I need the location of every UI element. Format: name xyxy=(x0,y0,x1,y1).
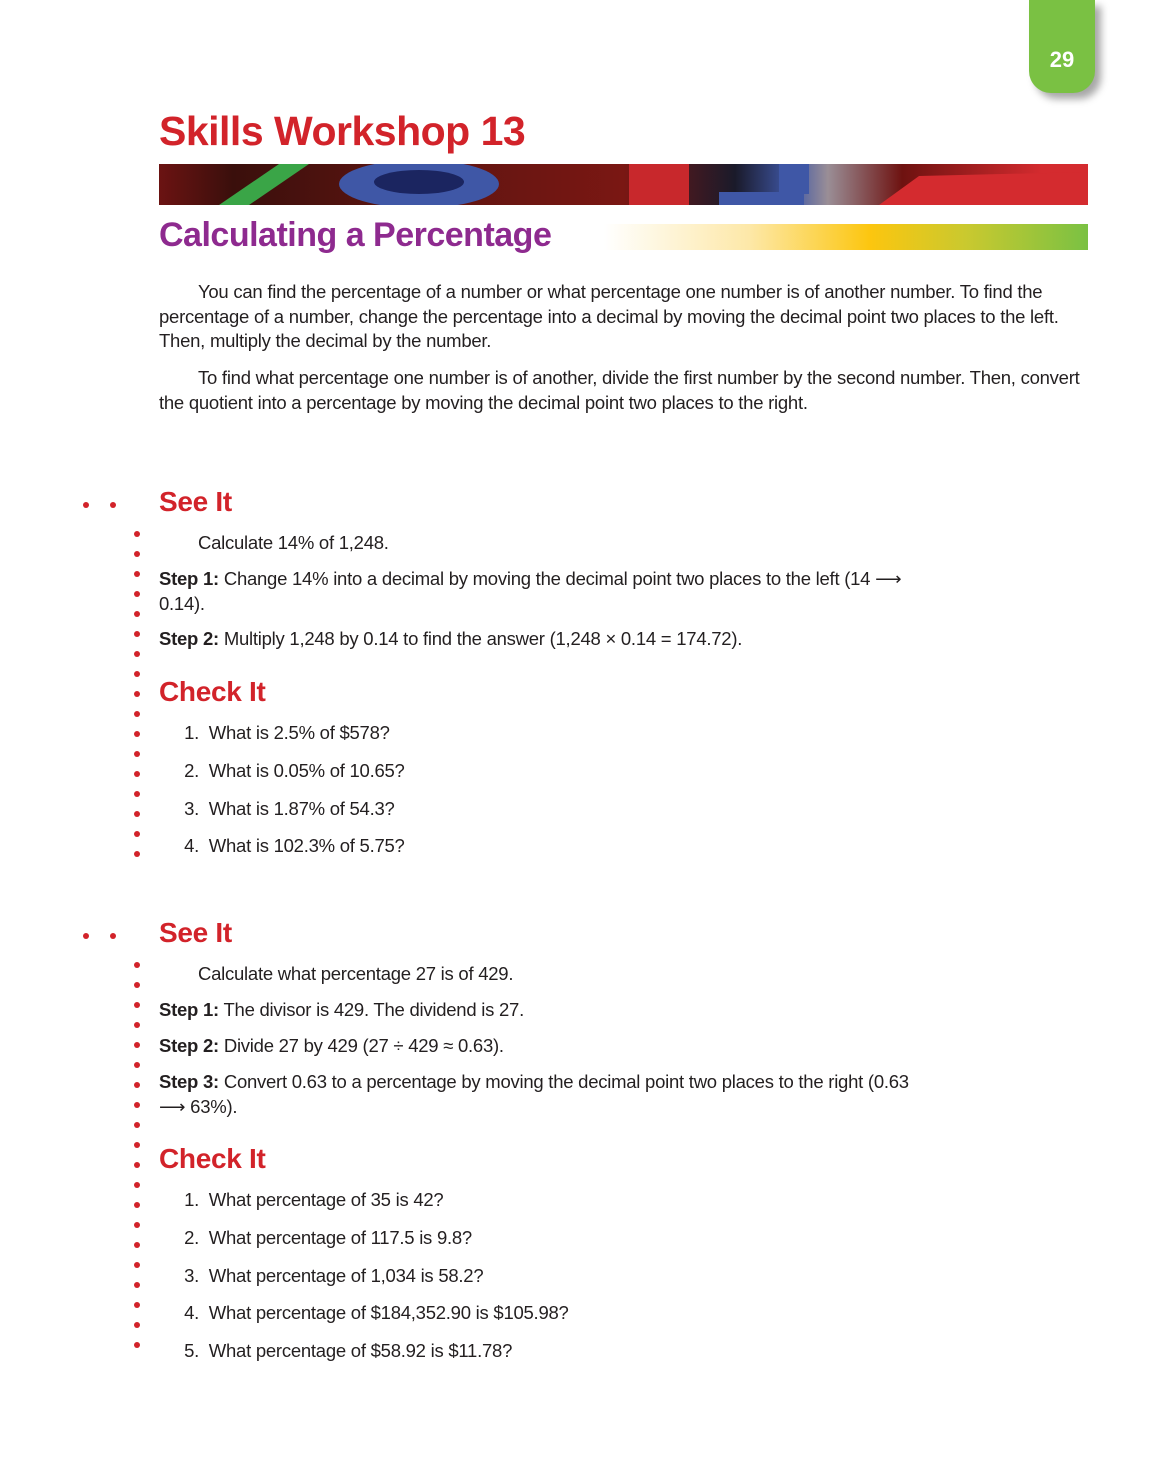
page-number: 29 xyxy=(1049,47,1075,72)
check-it-heading: Check It xyxy=(159,676,266,707)
decorative-dot xyxy=(134,571,140,577)
question-number: 5. xyxy=(184,1340,199,1361)
decorative-dot xyxy=(134,1262,140,1268)
question-text: What is 1.87% of 54.3? xyxy=(208,798,395,819)
step-text: Change 14% into a decimal by moving the decimal point two places to the left (14 ⟶ 0.14). xyxy=(159,568,902,614)
decorative-dot xyxy=(134,982,140,988)
decorative-dot xyxy=(134,691,140,697)
intro-paragraph: To find what percentage one number is of another, divide the first number by the second number. Then, convert the quotient into a percentage by moving the decimal point two places to the right. xyxy=(159,367,1080,413)
section-title: Calculating a Percentage xyxy=(159,216,552,254)
decorative-dot xyxy=(134,1242,140,1248)
decorative-dot xyxy=(134,631,140,637)
decorative-dot xyxy=(110,933,116,939)
decorative-dot xyxy=(134,791,140,797)
decorative-dot xyxy=(134,671,140,677)
question-number: 2. xyxy=(184,760,199,781)
question xyxy=(165,1227,472,1249)
banner-art xyxy=(159,164,1088,205)
decorative-dot xyxy=(134,731,140,737)
question-text: What percentage of 35 is 42? xyxy=(208,1189,444,1210)
step-text: The divisor is 429. The dividend is 27. xyxy=(218,999,524,1020)
decorative-dot xyxy=(134,811,140,817)
decorative-dot xyxy=(134,1042,140,1048)
decorative-dot xyxy=(110,502,116,508)
decorative-dot xyxy=(134,851,140,857)
question-text: What percentage of 1,034 is 58.2? xyxy=(208,1265,484,1286)
decorative-dot xyxy=(134,831,140,837)
step xyxy=(159,567,919,616)
decorative-dot xyxy=(134,771,140,777)
decorative-dot xyxy=(83,502,89,508)
question-text: What is 2.5% of $578? xyxy=(208,722,390,743)
question xyxy=(165,1189,443,1211)
decorative-dot xyxy=(134,1282,140,1288)
page-number-tab xyxy=(1029,0,1095,93)
question-text: What percentage of 117.5 is 9.8? xyxy=(208,1227,472,1248)
see-it-heading: See It xyxy=(159,486,232,517)
step-label: Step 2: xyxy=(159,1035,219,1056)
question-number: 4. xyxy=(184,835,199,856)
numbers-banner-image xyxy=(159,164,1088,205)
decorative-dot xyxy=(134,1182,140,1188)
see-it-heading: See It xyxy=(159,917,232,948)
decorative-dot xyxy=(134,1122,140,1128)
decorative-dot xyxy=(134,651,140,657)
question xyxy=(165,1340,512,1362)
check-it-heading: Check It xyxy=(159,1143,266,1174)
intro-paragraph: You can find the percentage of a number or what percentage one number is of another number. To find the percentage of a number, change the percentage into a decimal by moving the decimal point two places to the left. Then, multiply the decimal by the number. xyxy=(159,281,1059,351)
question-number: 3. xyxy=(184,798,199,819)
step xyxy=(159,998,919,1023)
question xyxy=(165,760,405,782)
decorative-dot xyxy=(134,962,140,968)
question xyxy=(165,1302,569,1324)
question-text: What percentage of $184,352.90 is $105.98? xyxy=(208,1302,569,1323)
decorative-dot xyxy=(134,1102,140,1108)
see-it-prompt: Calculate what percentage 27 is of 429. xyxy=(198,963,514,984)
decorative-dot xyxy=(134,1202,140,1208)
see-it-prompt: Calculate 14% of 1,248. xyxy=(198,532,389,553)
decorative-dot xyxy=(134,1142,140,1148)
decorative-dot xyxy=(134,751,140,757)
question-text: What is 0.05% of 10.65? xyxy=(208,760,405,781)
question-number: 1. xyxy=(184,722,199,743)
question xyxy=(165,835,405,857)
step-label: Step 3: xyxy=(159,1071,219,1092)
question-number: 1. xyxy=(184,1189,199,1210)
decorative-dot xyxy=(134,1062,140,1068)
decorative-dot xyxy=(134,1082,140,1088)
question-text: What percentage of $58.92 is $11.78? xyxy=(208,1340,513,1361)
decorative-dot xyxy=(134,531,140,537)
step-label: Step 1: xyxy=(159,568,219,589)
decorative-dot xyxy=(83,933,89,939)
step xyxy=(159,1034,919,1059)
decorative-dot xyxy=(134,711,140,717)
decorative-dot xyxy=(134,1322,140,1328)
question xyxy=(165,1265,483,1287)
gradient-bar xyxy=(604,224,1088,250)
decorative-dot xyxy=(134,1002,140,1008)
decorative-dot xyxy=(134,1302,140,1308)
decorative-dot xyxy=(134,611,140,617)
step-text: Divide 27 by 429 (27 ÷ 429 ≈ 0.63). xyxy=(218,1035,504,1056)
question xyxy=(165,798,395,820)
decorative-dot xyxy=(134,1162,140,1168)
decorative-dot xyxy=(134,1342,140,1348)
decorative-dot xyxy=(134,591,140,597)
decorative-dot xyxy=(134,1222,140,1228)
question-number: 2. xyxy=(184,1227,199,1248)
decorative-dot xyxy=(134,551,140,557)
step-label: Step 1: xyxy=(159,999,219,1020)
step-label: Step 2: xyxy=(159,628,219,649)
question-text: What is 102.3% of 5.75? xyxy=(208,835,405,856)
step xyxy=(159,1070,939,1119)
question xyxy=(165,722,390,744)
step xyxy=(159,627,1059,652)
page-title: Skills Workshop 13 xyxy=(159,108,526,154)
question-number: 3. xyxy=(184,1265,199,1286)
decorative-dot xyxy=(134,1022,140,1028)
step-text: Convert 0.63 to a percentage by moving the decimal point two places to the right (0.63 ⟶ 63%). xyxy=(159,1071,909,1117)
step-text: Multiply 1,248 by 0.14 to find the answer (1,248 × 0.14 = 174.72). xyxy=(218,628,743,649)
question-number: 4. xyxy=(184,1302,199,1323)
